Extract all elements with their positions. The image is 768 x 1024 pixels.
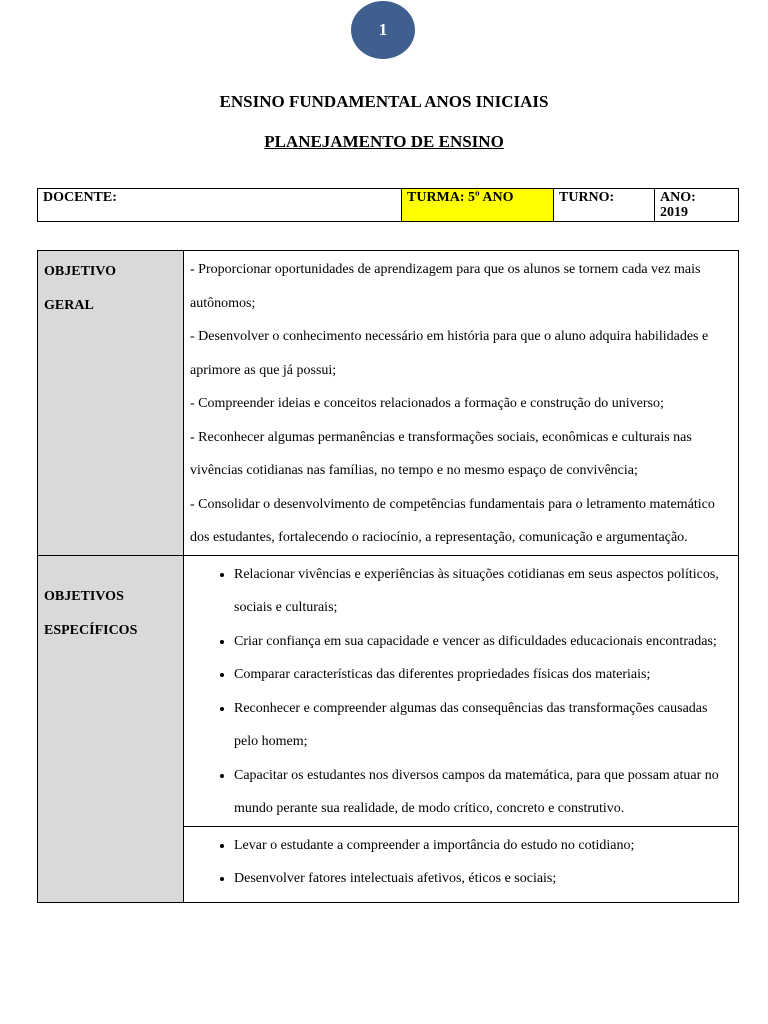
turno-label: TURNO: [559,190,615,205]
list-item: • Relacionar vivências e experiências às situações cotidianas em seus aspectos políticos, sociais e culturais; [234,558,732,625]
objetivo-geral-label-cell [38,251,184,556]
objetivos-especificos-list-2 [190,829,732,896]
list-item: • Comparar características das diferentes propriedades físicas dos materiais; [234,658,732,692]
turma-label: TURMA: 5º ANO [407,190,514,205]
objetivo-geral-label-2: GERAL [44,297,94,313]
objetivo-geral-item: - Consolidar o desenvolvimento de competências fundamentais para o letramento matemático dos estudantes, fortalecendo o raciocínio, a representação, comunicação e argumentação. [190,496,715,545]
objetivos-especificos-label-2: ESPECÍFICOS [44,622,138,638]
docente-label: DOCENTE: [43,190,117,205]
turno-cell [554,189,655,222]
objectives-table [37,250,739,903]
header-table [37,188,739,222]
list-item: • Reconhecer e compreender algumas das consequências das transformações causadas pelo homem; [234,692,732,759]
objetivo-geral-item: - Proporcionar oportunidades de aprendizagem para que os alunos se tornem cada vez mais autônomos; [190,262,701,311]
list-item: • Desenvolver fatores intelectuais afetivos, éticos e sociais; [234,862,732,896]
objetivo-geral-item: - Reconhecer algumas permanências e transformações sociais, econômicas e culturais nas vivências cotidianas nas famílias, no tempo e no mesmo espaço de convivência; [190,429,692,478]
document-title: ENSINO FUNDAMENTAL ANOS INICIAIS [219,92,549,111]
turma-cell [402,189,554,222]
objetivos-especificos-row [38,555,739,826]
objetivos-especificos-label-cell [38,555,184,902]
objetivos-especificos-label-1: OBJETIVOS [44,589,124,604]
objetivos-especificos-content [184,555,739,826]
objetivo-geral-content [184,251,739,556]
ano-label: ANO: [660,190,696,205]
ano-cell [655,189,739,222]
page-number-badge [351,1,415,59]
objetivos-especificos-content-2 [184,826,739,902]
page-number: 1 [378,20,388,39]
list-item: • Criar confiança em sua capacidade e vencer as dificuldades educacionais encontradas; [234,625,732,659]
objetivo-geral-item: - Desenvolver o conhecimento necessário em história para que o aluno adquira habilidades e aprimore as que já possui; [190,329,709,378]
objetivo-geral-item: - Compreender ideias e conceitos relacionados a formação e construção do universo; [190,396,664,411]
docente-cell [38,189,402,222]
objetivo-geral-label-1: OBJETIVO [44,264,117,279]
objetivo-geral-row [38,251,739,556]
document-subtitle: PLANEJAMENTO DE ENSINO [264,132,504,151]
objetivos-especificos-list [190,558,732,826]
list-item: • Capacitar os estudantes nos diversos campos da matemática, para que possam atuar no mundo perante sua realidade, de modo crítico, concreto e construtivo. [234,759,732,826]
ano-value: 2019 [660,205,688,220]
list-item: • Levar o estudante a compreender a importância do estudo no cotidiano; [234,829,732,863]
